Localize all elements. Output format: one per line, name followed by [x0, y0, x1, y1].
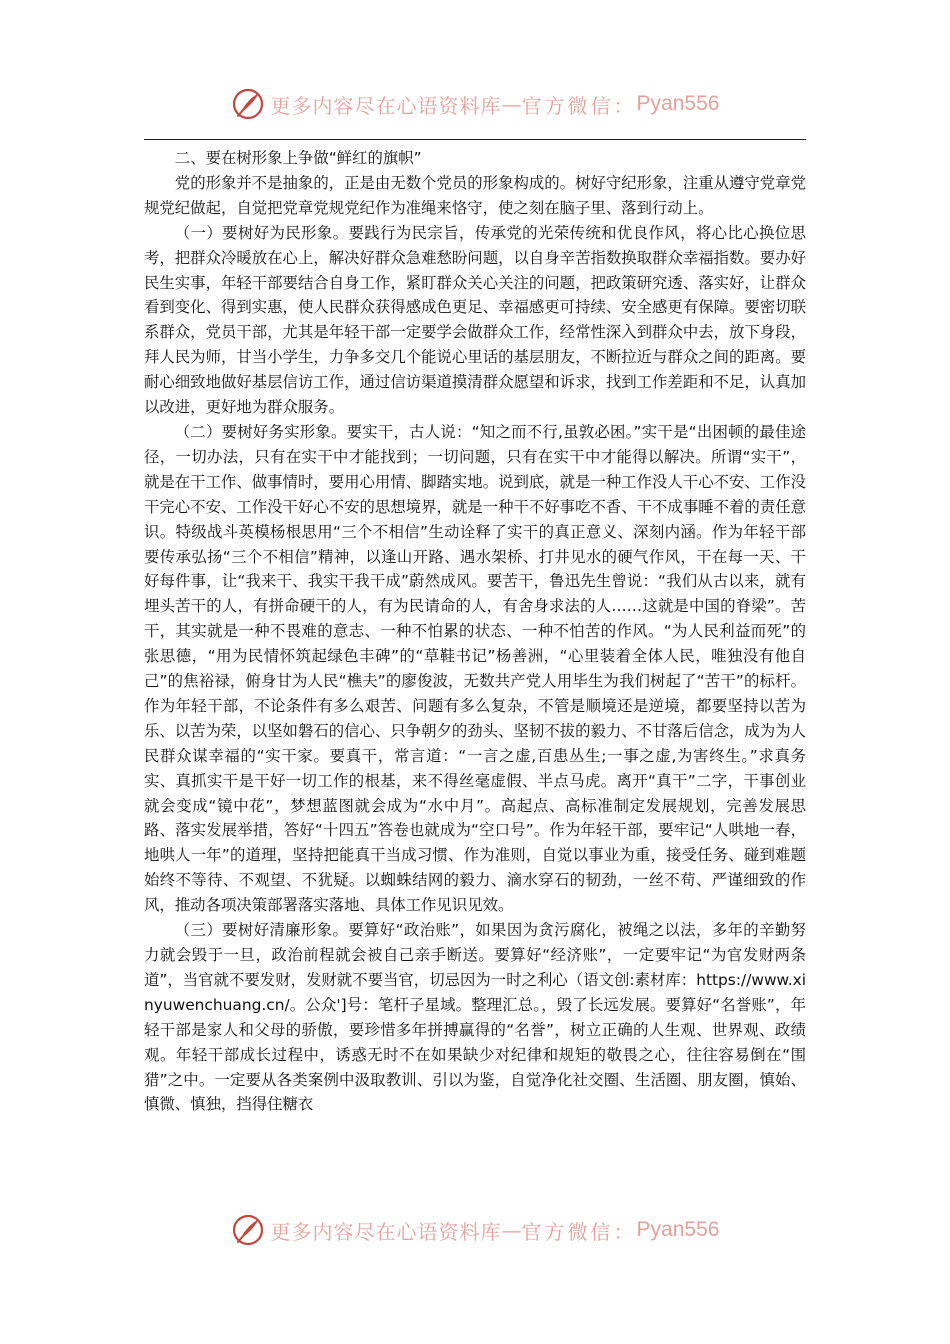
banner-separator: — [501, 92, 522, 116]
banner-wechat-id: Pyan556 [636, 1218, 720, 1241]
paragraph-clean-image: （三）要树好清廉形象。要算好“政治账”，如果因为贪污腐化，被绳之以法，多年的辛勤努力就会毁于一旦，政治前程就会被自己亲手断送。要算好“经济账”，一定要牢记“为官发财两条道”，当官就不要发财，发财就不要当官，切忌因为一时之利心（语文创:素材库：https://www.xinyuwenchuang.cn/。公众']号：笔杆子星域。整理汇总。，毁了长远发展。要算好“名誉账”，年轻干部是家人和父母的骄傲，要珍惜多年拼搏赢得的“名誉”，树立正确的人生观、世界观、政绩观。年轻干部成长过程中，诱惑无时不在如果缺少对纪律和规矩的敬畏之心，往往容易倒在“围猎”之中。一定要从各类案例中汲取教训、引以为鉴，自觉净化社交圈、生活圈、朋友圈，慎始、慎微、慎独，挡得住糖衣 [144, 921, 806, 1114]
banner-wechat-label: 官方微信： [521, 93, 637, 118]
header-rule [144, 139, 806, 140]
banner-wechat-id: Pyan556 [636, 92, 720, 115]
banner-brand-text: 更多内容尽在心语资料库 [270, 93, 502, 118]
banner-separator: — [501, 1218, 522, 1242]
banner-brand-text: 更多内容尽在心语资料库 [270, 1219, 502, 1244]
paragraph-intro: 党的形象并不是抽象的，正是由无数个党员的形象构成的。树好守纪形象，注重从遵守党章党规党纪做起，自觉把党章党规党纪作为准绳来恪守，使之刻在脑子里、落到行动上。 [144, 173, 806, 217]
section-heading: 二、要在树形象上争做“鲜红的旗帜” [174, 149, 422, 167]
footer-banner [0, 1208, 950, 1252]
banner-wechat-label: 官方微信： [521, 1219, 637, 1244]
feather-pen-logo-icon [231, 1213, 265, 1247]
feather-pen-logo-icon [231, 87, 265, 121]
paragraph-pragmatic-image: （二）要树好务实形象。要实干，古人说：“知之而不行,虽敦必困。”实干是“出困顿的最佳途径，一切办法，只有在实干中才能找到；一切问题，只有在实干中才能得以解决。所谓“实干”，就是在干工作、做事情时，要用心用情、脚踏实地。说到底，就是一种工作没人干心不安、工作没干完心不安、工作没干好心不安的思想境界，就是一种干不好事吃不香、干不成事睡不着的责任意识。特级战斗英模杨根思用“三个不相信”生动诠释了实干的真正意义、深刻内涵。作为年轻干部要传承弘扬“三个不相信”精神，以逢山开路、遇水架桥、打井见水的硬气作风，干在每一天、干好每件事，让“我来干、我实干我干成”蔚然成风。要苦干，鲁迅先生曾说：“我们从古以来，就有埋头苦干的人，有拼命硬干的人，有为民请命的人，有舍身求法的人……这就是中国的脊梁”。苦干，其实就是一种不畏难的意志、一种不怕累的状态、一种不怕苦的作风。“为人民利益而死”的张思德，“用为民情怀筑起绿色丰碑”的“草鞋书记”杨善洲，“心里装着全体人民，唯独没有他自己”的焦裕禄，俯身甘为人民“樵夫”的廖俊波，无数共产党人用毕生为我们树起了“苦干”的标杆。作为年轻干部，不论条件有多么艰苦、问题有多么复杂，不管是顺境还是逆境，都要坚持以苦为乐、以苦为荣，以坚如磐石的信心、只争朝夕的劲头、坚韧不拔的毅力、不甘落后信念，成为为人民群众谋幸福的“实干家。要真干，常言道：“一言之虚,百患丛生;一事之虚,为害终生。”求真务实、真抓实干是干好一切工作的根基，来不得丝毫虚假、半点马虎。离开“真干”二字，干事创业就会变成“镜中花”，梦想蓝图就会成为“水中月”。高起点、高标准制定发展规划，完善发展思路、落实发展举措，答好“十四五”答卷也就成为“空口号”。作为年轻干部，要牢记“人哄地一春，地哄人一年”的道理，坚持把能真干当成习惯、作为准则，自觉以事业为重，接受任务、碰到难题始终不等待、不观望、不犹疑。以蜘蛛结网的毅力、滴水穿石的韧劲，一丝不苟、严谨细致的作风，推动各项决策部署落实落地、具体工作见识见效。 [144, 422, 806, 915]
document-body [144, 146, 806, 1117]
paragraph-people-image: （一）要树好为民形象。要践行为民宗旨，传承党的光荣传统和优良作风，将心比心换位思考，把群众冷暖放在心上，解决好群众急难愁盼问题，以自身辛苦指数换取群众幸福指数。要办好民生实事，年轻干部要结合自身工作，紧盯群众关心关注的问题，把政策研究透、落实好，让群众看到变化、得到实惠，使人民群众获得感成色更足、幸福感更可持续、安全感更有保障。要密切联系群众，党员干部，尤其是年轻干部一定要学会做群众工作，经常性深入到群众中去，放下身段，拜人民为师，甘当小学生，力争多交几个能说心里话的基层朋友，不断拉近与群众之间的距离。要耐心细致地做好基层信访工作，通过信访渠道摸清群众愿望和诉求，找到工作差距和不足，认真加以改进，更好地为群众服务。 [144, 223, 806, 417]
header-banner [0, 82, 950, 126]
